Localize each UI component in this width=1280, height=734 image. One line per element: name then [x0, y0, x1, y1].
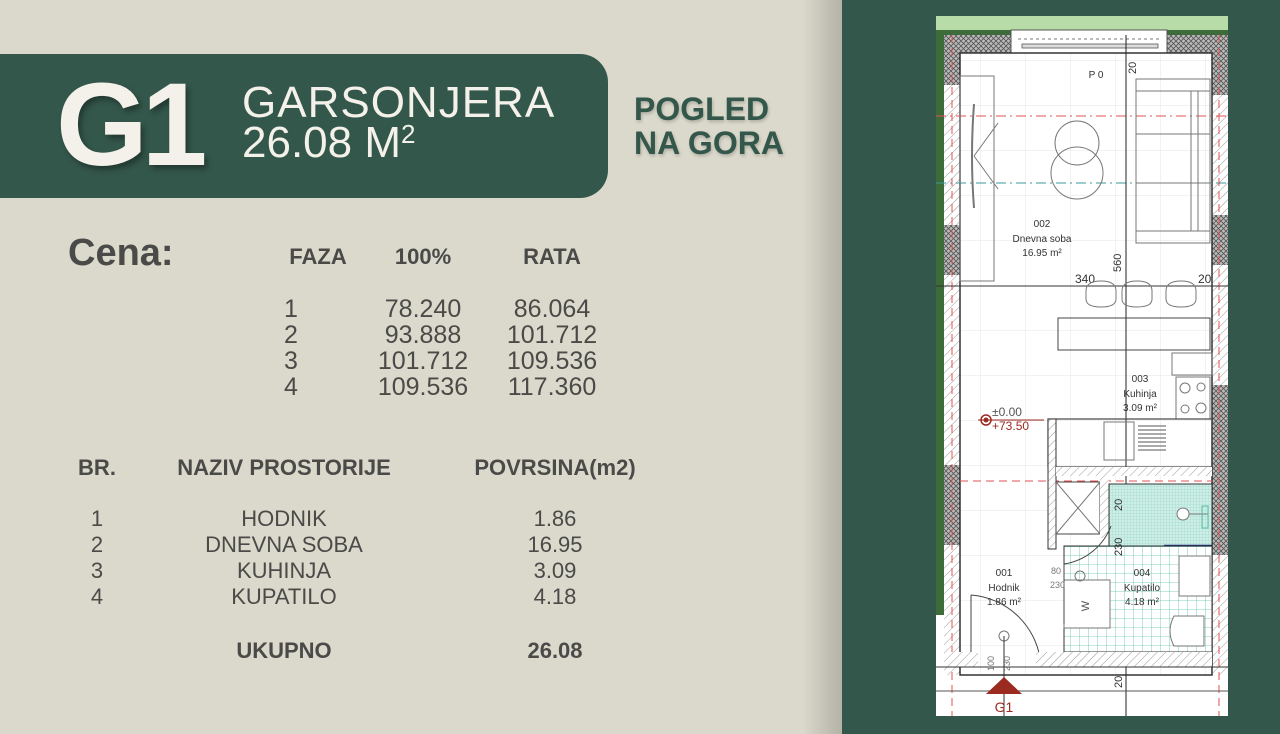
room-name-4: KUPATILO — [231, 584, 337, 609]
room-004-code: 004 — [1133, 568, 1151, 579]
total-value: 26.08 — [527, 638, 583, 663]
view-line-1: POGLED — [634, 91, 770, 127]
price-full-2: 93.888 — [384, 321, 462, 349]
dim-20-top: 20 — [1127, 61, 1139, 74]
room-name-2: DNEVNA SOBA — [205, 532, 363, 557]
room-no-3: 3 — [90, 558, 104, 583]
price-rata-1: 86.064 — [513, 295, 591, 323]
washer-label: W — [1080, 600, 1092, 612]
room-area-4: 4.18 — [533, 584, 577, 609]
price-faza-4: 4 — [284, 373, 298, 401]
dim-door2-w: 80 — [1051, 566, 1062, 576]
col-full: 100% — [394, 244, 452, 269]
room-name-3: KUHINJA — [236, 558, 332, 583]
price-rata-3: 109.536 — [506, 347, 598, 375]
dim-340: 340 — [1074, 272, 1096, 286]
room-001-code: 001 — [995, 568, 1013, 579]
price-faza-3: 3 — [284, 347, 298, 375]
col-faza: FAZA — [289, 244, 347, 269]
price-rata-4: 117.360 — [507, 373, 597, 401]
level-bottom: +73.50 — [992, 419, 1030, 433]
room-no-1: 1 — [90, 506, 104, 531]
dim-door1-h: 230 — [1002, 655, 1012, 671]
floor-plan — [936, 16, 1228, 716]
window-label: P 0 — [1088, 70, 1104, 81]
price-faza-1: 1 — [284, 295, 298, 323]
room-name-1: HODNIK — [241, 506, 327, 531]
dim-230-bath: 230 — [1113, 537, 1125, 556]
col-room-area: POVRSINA(m2) — [474, 455, 636, 480]
col-room-name: NAZIV PROSTORIJE — [177, 455, 391, 480]
price-full-3: 101.712 — [377, 347, 469, 375]
room-no-4: 4 — [90, 584, 104, 609]
room-003-name: Kuhinja — [1123, 389, 1157, 400]
entrance-arrow-icon — [986, 677, 1022, 694]
dim-door2-h: 230 — [1050, 580, 1066, 590]
room-002-area: 16.95 m² — [1022, 248, 1062, 259]
dim-20-right: 20 — [1198, 272, 1212, 286]
room-002-name: Dnevna soba — [1012, 234, 1072, 245]
room-area-3: 3.09 — [533, 558, 577, 583]
room-001-name: Hodnik — [988, 583, 1020, 594]
room-no-2: 2 — [90, 532, 104, 557]
room-area-2: 16.95 — [527, 532, 583, 557]
col-rata: RATA — [523, 244, 581, 269]
price-label: Cena: — [68, 232, 174, 274]
dim-door1-w: 100 — [986, 655, 996, 671]
price-faza-2: 2 — [284, 321, 298, 349]
view-label — [634, 92, 784, 160]
price-rata-2: 101.712 — [506, 321, 598, 349]
total-label: UKUPNO — [236, 638, 332, 663]
view-line-2: NA GORA — [634, 125, 784, 161]
dim-20-bath: 20 — [1113, 498, 1125, 511]
col-room-no: BR. — [78, 455, 116, 480]
room-004-name: Kupatilo — [1123, 583, 1161, 594]
green-wall-left — [936, 35, 944, 615]
price-full-1: 78.240 — [384, 295, 462, 323]
level-top: ±0.00 — [992, 405, 1022, 419]
unit-area-sup: 2 — [400, 119, 416, 149]
room-002-code: 002 — [1033, 219, 1051, 230]
unit-type: GARSONJERA — [242, 78, 556, 127]
price-full-4: 109.536 — [377, 373, 469, 401]
entrance-label: G1 — [994, 699, 1014, 715]
room-003-code: 003 — [1131, 374, 1149, 385]
room-003-area: 3.09 m² — [1123, 403, 1157, 414]
unit-code: G1 — [56, 59, 202, 191]
unit-area-value: 26.08 M — [242, 118, 401, 167]
dim-20-bottom: 20 — [1113, 675, 1125, 688]
unit-area — [242, 118, 416, 167]
room-004-area: 4.18 m² — [1125, 597, 1159, 608]
room-area-1: 1.86 — [533, 506, 577, 531]
room-001-area: 1.86 m² — [987, 597, 1021, 608]
dim-560: 560 — [1112, 253, 1124, 272]
